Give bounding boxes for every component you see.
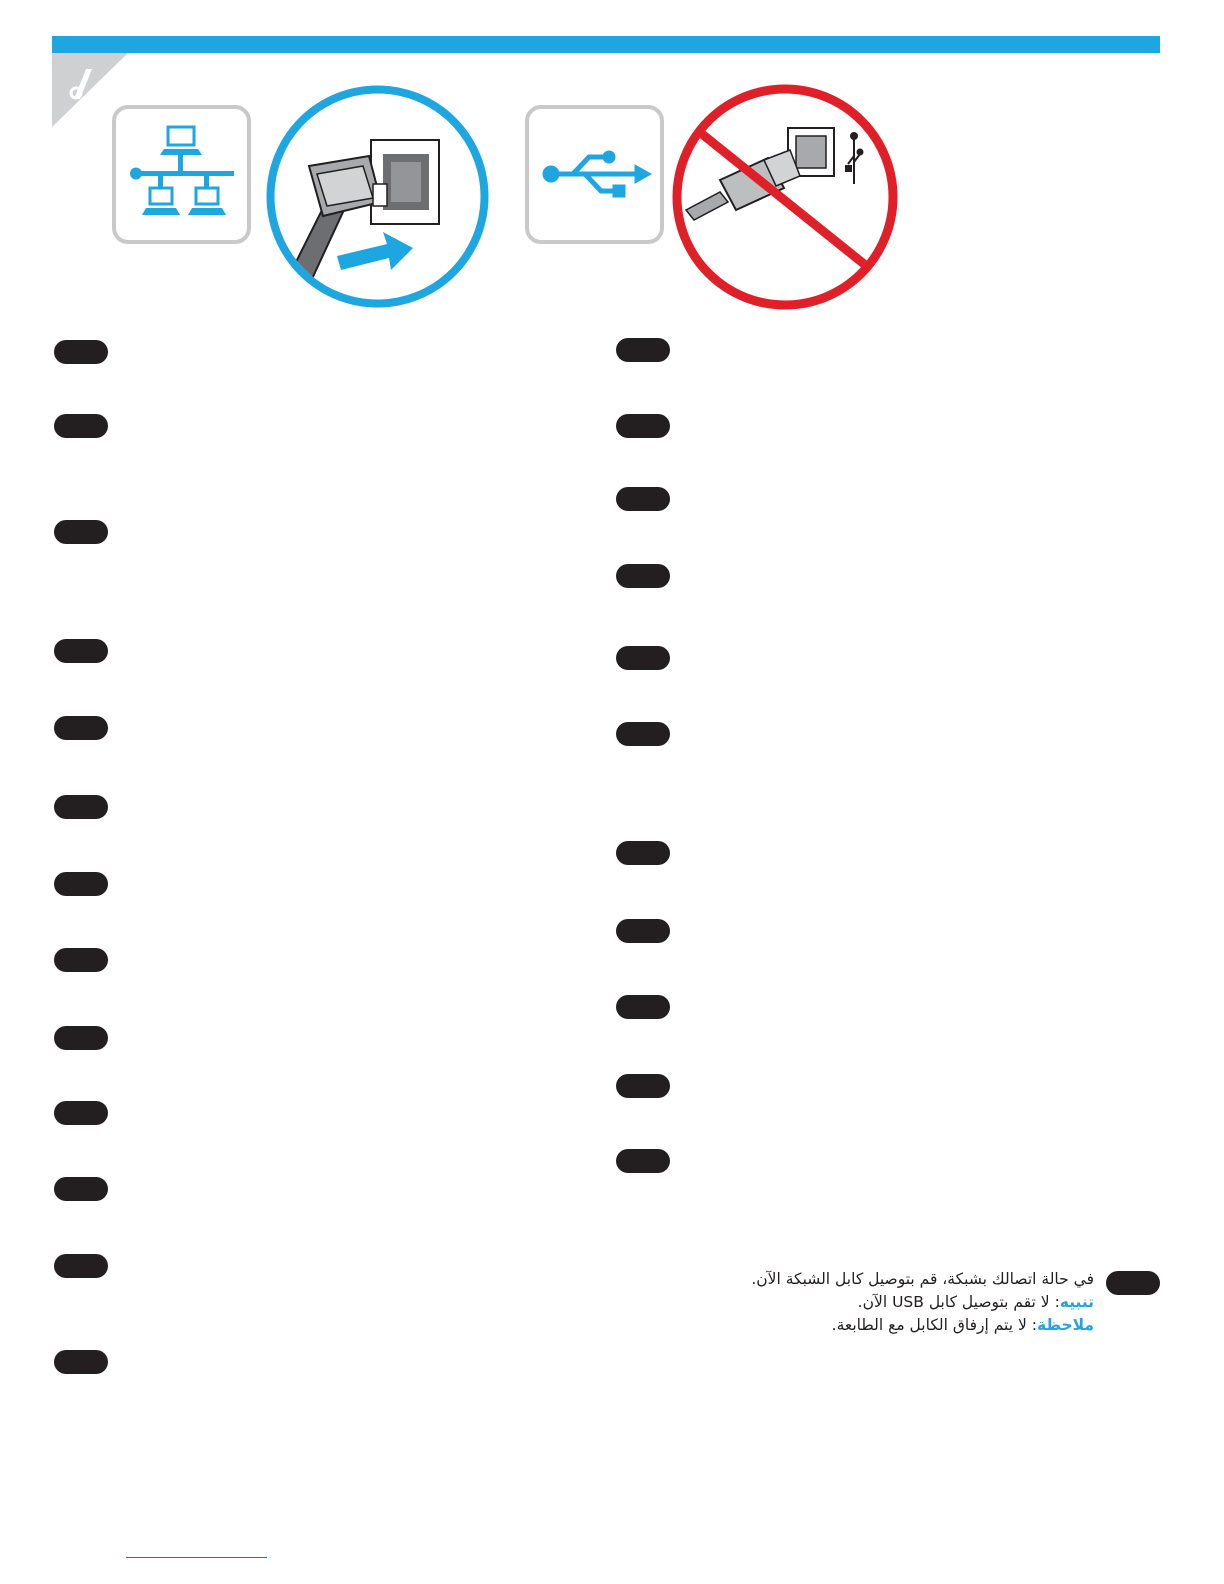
language-marker — [616, 919, 670, 943]
language-marker — [54, 639, 108, 663]
language-marker — [616, 414, 670, 438]
top-accent-bar — [52, 36, 1160, 53]
usb-icon — [525, 105, 664, 244]
language-marker — [54, 872, 108, 896]
language-marker — [616, 338, 670, 362]
language-marker — [54, 948, 108, 972]
language-marker — [616, 841, 670, 865]
arabic-note-line — [600, 1314, 1094, 1337]
caution-label: تنبيه — [1059, 1293, 1094, 1311]
note-label: ملاحظة — [1036, 1316, 1094, 1334]
language-marker — [54, 520, 108, 544]
language-marker — [54, 1101, 108, 1125]
note-text: : لا يتم إرفاق الكابل مع الطابعة. — [831, 1316, 1037, 1334]
language-marker-arabic — [1106, 1271, 1160, 1295]
language-marker — [616, 564, 670, 588]
language-marker — [54, 1254, 108, 1278]
arabic-instruction-line: في حالة اتصالك بشبكة، قم بتوصيل كابل الشبكة الآن. — [751, 1270, 1094, 1288]
usb-cable-prohibited-icon — [672, 84, 898, 310]
language-marker — [54, 414, 108, 438]
language-marker — [54, 1177, 108, 1201]
language-marker — [54, 795, 108, 819]
footer-rule — [126, 1557, 267, 1558]
language-marker — [54, 716, 108, 740]
language-marker — [616, 722, 670, 746]
language-marker — [616, 995, 670, 1019]
ethernet-cable-connect-icon — [265, 84, 490, 309]
arabic-caution-line — [600, 1291, 1094, 1314]
language-marker — [54, 1350, 108, 1374]
language-marker — [616, 1074, 670, 1098]
language-marker — [54, 1026, 108, 1050]
language-marker — [616, 487, 670, 511]
arabic-instructions — [600, 1268, 1094, 1337]
language-marker — [616, 646, 670, 670]
caution-text: : لا تقم بتوصيل كابل USB الآن. — [857, 1293, 1060, 1311]
language-marker — [54, 340, 108, 364]
language-marker — [616, 1149, 670, 1173]
network-icon — [112, 105, 251, 244]
